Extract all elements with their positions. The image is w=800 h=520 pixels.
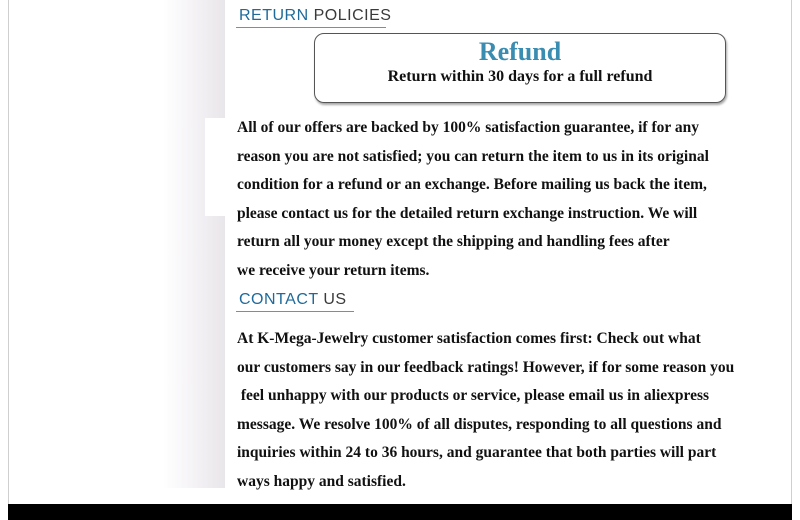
return-line: reason you are not satisfied; you can return the item to us in its original — [237, 147, 709, 165]
contact-line: message. We resolve 100% of all disputes, responding to all questions and — [237, 415, 722, 433]
return-policy-text — [237, 114, 777, 286]
heading-word-us: US — [323, 291, 347, 308]
shadow-gap — [205, 118, 225, 216]
return-line: we receive your return items. — [237, 261, 430, 279]
side-shadow — [163, 0, 225, 488]
contact-us-heading — [239, 290, 347, 310]
contact-heading-underline — [236, 311, 354, 312]
return-policies-heading — [239, 6, 391, 26]
contact-line: ways happy and satisfied. — [237, 472, 406, 490]
heading-word-policies: POLICIES — [313, 7, 392, 24]
return-line: All of our offers are backed by 100% satisfaction guarantee, if for any — [237, 119, 699, 136]
bottom-black-bar — [8, 504, 792, 520]
refund-subtitle: Return within 30 days for a full refund — [387, 68, 653, 85]
return-line: please contact us for the detailed return exchange instruction. We will — [237, 204, 698, 222]
contact-line: inquiries within 24 to 36 hours, and guarantee that both parties will part — [237, 444, 717, 462]
return-line: return all your money except the shipping and handling fees after — [237, 233, 670, 251]
refund-title: Refund — [478, 37, 562, 66]
refund-banner — [314, 33, 726, 103]
heading-word-return: RETURN — [239, 7, 309, 24]
contact-line: feel unhappy with our products or service, please email us in aliexpress — [237, 387, 710, 405]
contact-us-text — [237, 325, 777, 497]
heading-word-contact: CONTACT — [239, 291, 319, 308]
contact-line: our customers say in our feedback ratings! However, if for some reason you — [237, 358, 735, 376]
return-line: condition for a refund or an exchange. Before mailing us back the item, — [237, 176, 707, 194]
contact-line: At K-Mega-Jewelry customer satisfaction comes first: Check out what — [237, 330, 701, 347]
return-heading-underline — [236, 27, 386, 28]
